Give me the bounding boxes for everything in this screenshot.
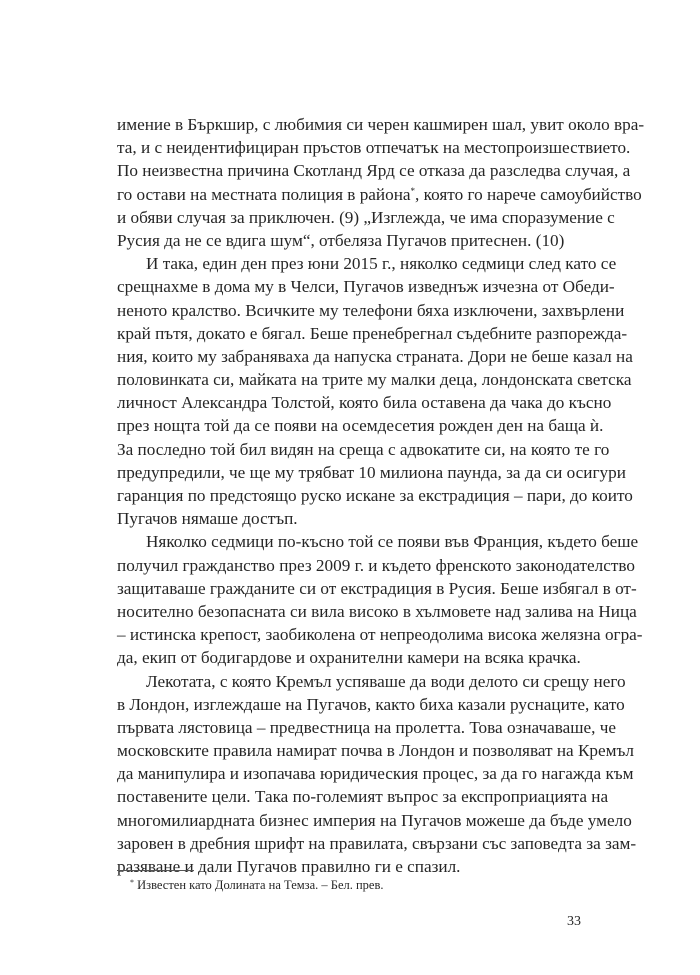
footnote-mark: * [130, 878, 134, 887]
text-line: да манипулира и изопачава юридическия процес, за да го нагажда към [117, 764, 634, 784]
text-line [117, 183, 642, 206]
page-number: 33 [567, 914, 581, 929]
text-line: неното кралство. Всичките му телефони бяха изключени, захвърлени [117, 300, 625, 320]
text-line: За последно той бил видян на среща с адвокатите си, на която те го [117, 439, 610, 459]
footnote-text: Известен като Долината на Темза. – Бел. прев. [137, 878, 384, 892]
text-line: Пугачов нямаше достъп. [117, 509, 298, 529]
text-line: По неизвестна причина Скотланд Ярд се отказа да разследва случая, а [117, 161, 631, 181]
text-line: получил гражданство през 2009 г. и където френското законодателство [117, 555, 635, 575]
text-line: половинката си, майката на трите му малки деца, лондонската светска [117, 370, 632, 390]
text-line: И така, един ден през юни 2015 г., няколко седмици след като се [146, 254, 617, 274]
text-line: разяване и дали Пугачов правилно ги е спазил. [117, 857, 461, 876]
text-line: та, и с неидентифициран пръстов отпечатък на местопроизшествието. [117, 138, 631, 158]
text-line: първата лястовица – предвестница на пролетта. Това означаваше, че [117, 717, 616, 737]
text-line: срещнахме в дома му в Челси, Пугачов изведнъж изчезна от Обеди- [117, 277, 615, 297]
text-line: край пътя, докато е бягал. Беше пренебрегнал съдебните разпорежда- [117, 323, 628, 343]
footnote [130, 877, 384, 893]
text-fragment: , която го нарече самоубийство [415, 184, 642, 204]
text-line: предупредили, че ще му трябват 10 милиона паунда, за да си осигури [117, 462, 626, 482]
text-line: Лекотата, с която Кремъл успяваше да води делото си срещу него [146, 671, 626, 691]
footnote-marker: * [410, 185, 416, 196]
main-text [117, 113, 645, 878]
paragraph [117, 252, 633, 530]
text-line: гаранция по предстоящо руско искане за екстрадиция – пари, до които [117, 486, 633, 505]
paragraph [117, 113, 645, 252]
text-line: имение в Бъркшир, с любимия си черен кашмирен шал, увит около вра- [117, 115, 645, 134]
paragraph [117, 670, 637, 879]
text-line: Русия да не се вдига шум“, отбеляза Пугачов притеснен. (10) [117, 230, 565, 250]
text-line: носително безопасната си вила високо в хълмовете над залива на Ница [117, 601, 637, 621]
text-line: да, екип от бодигардове и охранителни камери на всяка крачка. [117, 648, 581, 668]
text-line: многомилиардната бизнес империя на Пугачов можеше да бъде умело [117, 810, 632, 830]
text-line: поставените цели. Така по-големият въпрос за експроприацията на [117, 787, 609, 807]
text-line: личност Александра Толстой, която била оставена да чака до късно [117, 393, 612, 413]
text-line: ния, които му забраняваха да напуска страната. Дори не беше казал на [117, 346, 633, 366]
footnote-divider [117, 870, 194, 871]
text-line: защитаваше гражданите си от екстрадиция в Русия. Беше избягал в от- [117, 578, 637, 598]
text-fragment: го остави на местната полиция в района [117, 184, 411, 204]
text-line: и обяви случая за приключен. (9) „Изглежда, че има споразумение с [117, 207, 615, 227]
text-line: през нощта той да се появи на осемдесетия рожден ден на баща ѝ. [117, 416, 604, 436]
text-line: московските правила намират почва в Лондон и позволяват на Кремъл [117, 741, 634, 761]
text-line: – истинска крепост, заобиколена от непреодолима висока желязна огра- [117, 625, 643, 645]
paragraph [117, 530, 643, 669]
text-line: Няколко седмици по-късно той се появи във Франция, където беше [146, 532, 639, 552]
text-line: заровен в дребния шрифт на правилата, свързани със заповедта за зам- [117, 833, 637, 853]
text-line: в Лондон, изглеждаше на Пугачов, както биха казали руснаците, като [117, 694, 625, 714]
